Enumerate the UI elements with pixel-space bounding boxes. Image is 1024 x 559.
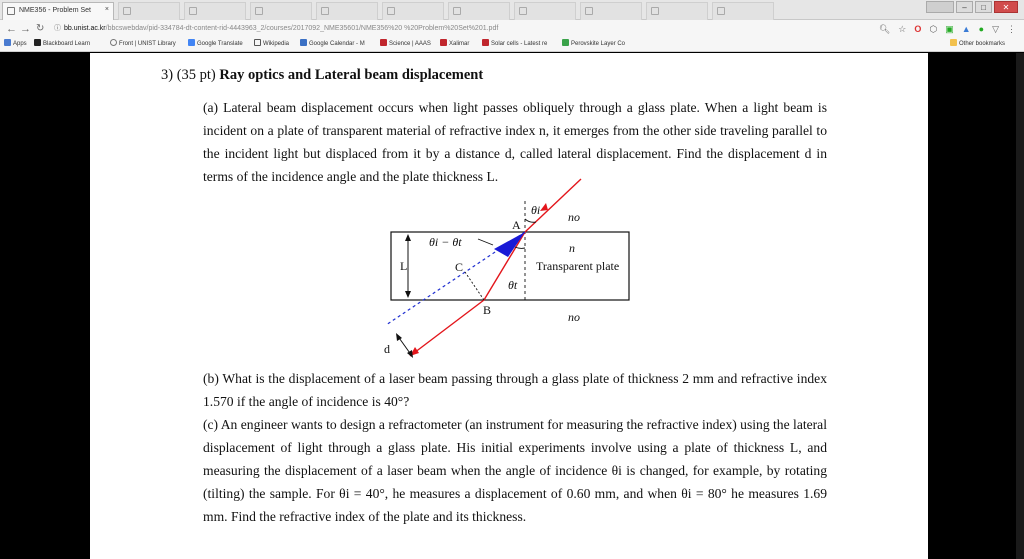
label-theta-i: θi: [531, 203, 541, 217]
tab-3[interactable]: [184, 2, 246, 20]
label-a: A: [512, 218, 521, 232]
toolbar-icons: [879, 22, 1016, 36]
android-extension-icon[interactable]: ▣: [945, 24, 954, 34]
url-path: /bbcswebdav/pid-334784-dt-content-rid-4443963_2/courses/2017092_NME35601/NME356%20 %20Problem%20Set%201.pdf: [105, 25, 499, 32]
forward-arrow-icon[interactable]: →: [20, 23, 31, 35]
close-window-icon[interactable]: ✕: [994, 1, 1018, 13]
incident-arrowhead: [540, 203, 548, 211]
back-arrow-icon[interactable]: ←: [6, 23, 17, 35]
shield-extension-icon[interactable]: ▽: [992, 24, 999, 34]
window-controls: [926, 1, 1018, 13]
problem-title: Ray optics and Lateral beam displacement: [219, 67, 484, 83]
maximize-icon[interactable]: □: [975, 1, 992, 13]
tab-11[interactable]: [712, 2, 774, 20]
bookmark-wikipedia[interactable]: Wikipedia: [254, 39, 289, 50]
emergent-ray: [410, 300, 484, 356]
parts-b-c: [203, 367, 827, 528]
tab-9[interactable]: [580, 2, 642, 20]
bookmark-science-aaas[interactable]: Science | AAAS: [380, 39, 431, 50]
bookmark-blackboard[interactable]: Blackboard Learn: [34, 39, 90, 50]
bookmark-google-translate[interactable]: Google Translate: [188, 39, 243, 50]
tab-icon: [453, 7, 461, 15]
library-icon: [110, 39, 117, 46]
tab-6[interactable]: [382, 2, 444, 20]
pdf-page: [90, 53, 928, 559]
bookmark-solar-cells[interactable]: Solar cells - Latest re: [482, 39, 547, 50]
bookmark-unist-library[interactable]: Front | UNIST Library: [110, 39, 176, 50]
label-b: B: [483, 303, 492, 317]
tab-icon: [123, 7, 131, 15]
tab-problem-set[interactable]: [2, 2, 114, 20]
displacement-arrow-bottom: [407, 350, 413, 358]
opera-extension-icon[interactable]: O: [914, 24, 922, 34]
tab-icon: [189, 7, 197, 15]
address-bar[interactable]: [54, 22, 498, 36]
tab-icon: [255, 7, 263, 15]
wikipedia-icon: [254, 39, 261, 46]
bookmark-google-calendar[interactable]: Google Calendar - M: [300, 39, 365, 50]
zoom-icon[interactable]: 🔍︎: [878, 24, 891, 34]
bookmark-apps[interactable]: Apps: [4, 39, 27, 50]
blackboard-icon: [34, 39, 41, 46]
theta-i-arc: [525, 219, 536, 222]
tab-4[interactable]: [250, 2, 312, 20]
label-c: C: [455, 260, 464, 274]
lateral-displacement-figure: [90, 53, 928, 363]
bookmark-xalimar[interactable]: Xalimar: [440, 39, 469, 50]
solar-icon: [482, 39, 489, 46]
tab-2[interactable]: [118, 2, 180, 20]
tab-icon: [717, 7, 725, 15]
displacement-arrow-top: [396, 333, 402, 341]
url-host: bb.unist.ac.kr: [64, 25, 106, 32]
folder-icon: [950, 39, 957, 46]
label-n-outside-top: no: [568, 210, 580, 224]
minimize-icon[interactable]: –: [956, 1, 973, 13]
part-c-text: (c) An engineer wants to design a refractometer (an instrument for measuring the refractive index) using the lateral displacement of light through a glass plate. His initial experiments involve using a plate of thickness L, and measuring the displacement of a laser beam when the angle of incidence θi is changed, for example, by rotating (tilting) the sample. For θi = 40°, he measures a displacement of 0.60 mm, and when θi = 80° he measures 1.69 mm. Find the refractive index of the plate and its thickness.: [203, 417, 827, 524]
menu-kebab-icon[interactable]: ⋮: [1007, 24, 1016, 34]
part-a-text: (a) Lateral beam displacement occurs when light passes obliquely through a glass plate. When a light beam is incident on a plate of transparent material of refractive index n, it emerges from the other side traveling parallel to the incident light but displaced from it by a distance d, called lateral displacement. Find the displacement d in terms of the incidence angle and the plate thickness L.: [203, 100, 827, 184]
label-theta-diff: θi − θt: [429, 235, 462, 249]
pdf-viewer: [0, 53, 1024, 559]
tab-icon: [585, 7, 593, 15]
reload-icon[interactable]: ↻: [36, 23, 45, 34]
apps-grid-icon: [4, 39, 11, 46]
label-transparent-plate: Transparent plate: [536, 259, 620, 273]
tab-icon: [519, 7, 527, 15]
bookmarks-bar: [0, 38, 1024, 52]
tab-icon: [321, 7, 329, 15]
info-icon[interactable]: ⓘ: [54, 25, 61, 32]
tab-icon: [651, 7, 659, 15]
bookmark-star-icon[interactable]: ☆: [898, 24, 907, 34]
translate-icon: [188, 39, 195, 46]
viewer-scrollbar[interactable]: [1016, 53, 1024, 559]
browser-toolbar: [0, 20, 1024, 38]
close-tab-icon[interactable]: ×: [104, 6, 109, 13]
label-l: L: [400, 259, 408, 273]
tab-8[interactable]: [514, 2, 576, 20]
profile-button[interactable]: [926, 1, 954, 13]
pdf-icon: [7, 7, 15, 15]
tab-7[interactable]: [448, 2, 510, 20]
extension-icon[interactable]: ⬡: [929, 24, 938, 34]
tab-title: NME356 - Problem Set: [19, 7, 91, 14]
label-n-outside-bottom: no: [568, 310, 580, 324]
calendar-icon: [300, 39, 307, 46]
part-b-text: (b) What is the displacement of a laser beam passing through a glass plate of thickness 2 mm and refractive index 1.570 if the angle of incidence is 40°?: [203, 371, 827, 409]
science-icon: [380, 39, 387, 46]
label-n-inside: n: [569, 241, 575, 255]
bookmark-other[interactable]: Other bookmarks: [950, 39, 1005, 50]
problem-number: 3) (35 pt): [161, 67, 216, 83]
tab-strip: [0, 0, 1024, 20]
xalimar-icon: [440, 39, 447, 46]
label-d: d: [384, 342, 390, 356]
label-theta-t: θt: [508, 278, 518, 292]
bookmark-perovskite[interactable]: Perovskite Layer Co: [562, 39, 625, 50]
green-extension-icon[interactable]: ●: [978, 24, 985, 34]
tab-10[interactable]: [646, 2, 708, 20]
drive-extension-icon[interactable]: ▲: [961, 24, 971, 34]
perovskite-icon: [562, 39, 569, 46]
tab-icon: [387, 7, 395, 15]
tab-5[interactable]: [316, 2, 378, 20]
